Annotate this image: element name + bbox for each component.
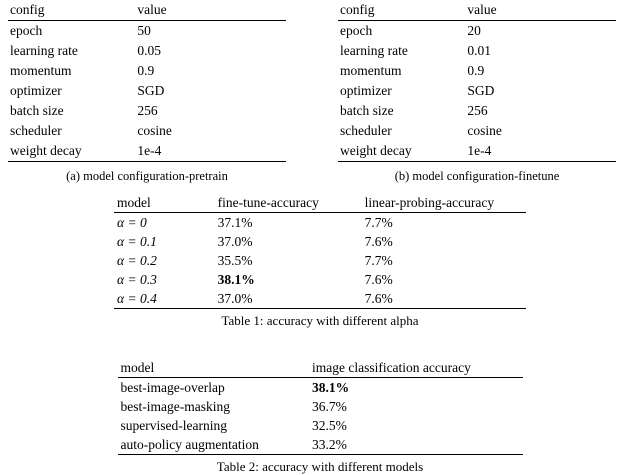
table-header-row [114,193,526,213]
cell-value: 50 [137,23,151,38]
cell-key: weight decay [338,141,467,162]
table-row [338,81,616,101]
cell-model: α = 0.1 [117,233,157,249]
cell-model: α = 0.2 [117,252,157,268]
table-header-row [338,0,616,21]
cell-key: scheduler [10,123,62,138]
config-pretrain-table [8,0,286,162]
cell-key: optimizer [340,83,392,98]
column-header-image-classification-accuracy: image classification accuracy [312,358,523,378]
config-finetune-block [338,0,616,184]
table-row [8,61,286,81]
table-row [8,21,286,42]
cell-accuracy: 33.2% [312,435,523,455]
column-header-model: model [118,358,312,378]
cell-linear-probing-accuracy: 7.6% [365,289,526,309]
cell-value: 256 [137,103,158,118]
cell-model: best-image-masking [120,398,230,414]
alpha-table [114,193,526,309]
cell-value: 1e-4 [137,141,286,162]
column-header-value: value [137,0,286,21]
table-row [8,121,286,141]
cell-fine-tune-accuracy: 37.1% [217,214,253,230]
cell-accuracy: 36.7% [311,398,347,414]
cell-accuracy: 32.5% [311,417,347,433]
subcaption-pretrain: (a) model configuration-pretrain [66,169,228,183]
column-header-linear-probing-accuracy: linear-probing-accuracy [365,193,526,213]
cell-value: 256 [467,103,488,118]
table-row [118,416,523,435]
cell-key: scheduler [340,123,392,138]
cell-key: learning rate [340,43,408,58]
models-table [118,358,523,455]
cell-key: learning rate [10,43,78,58]
table-row [114,289,526,309]
table-row [8,41,286,61]
cell-value: SGD [467,83,495,98]
table-row [338,101,616,121]
cell-value: 0.05 [137,43,161,58]
column-header-model: model [114,193,218,213]
cell-fine-tune-accuracy: 38.1% [217,271,255,287]
cell-value: cosine [137,123,172,138]
table-header-row [118,358,523,378]
config-pretrain-block [8,0,286,184]
table-row [8,81,286,101]
cell-fine-tune-accuracy: 37.0% [217,233,253,249]
models-table-block [0,358,640,475]
caption-table-1: Table 1: accuracy with different alpha [221,313,419,328]
cell-fine-tune-accuracy: 37.0% [218,289,365,309]
cell-value: 0.9 [467,63,485,78]
column-header-config: config [338,0,467,21]
table-row [338,61,616,81]
cell-key: momentum [340,63,402,78]
cell-value: cosine [467,123,502,138]
table-row [338,121,616,141]
cell-key: weight decay [8,141,137,162]
cell-model: supervised-learning [120,417,227,433]
alpha-table-block [0,193,640,329]
cell-value: 0.01 [467,43,491,58]
table-row [118,397,523,416]
cell-model: best-image-overlap [120,379,225,395]
cell-model: auto-policy augmentation [118,435,312,455]
table-row [338,21,616,42]
cell-key: momentum [10,63,72,78]
caption-table-2: Table 2: accuracy with different models [216,459,424,474]
table-row [118,378,523,398]
cell-value: SGD [137,83,165,98]
cell-value: 1e-4 [467,141,616,162]
cell-fine-tune-accuracy: 35.5% [217,252,253,268]
table-row [118,435,523,455]
column-header-value: value [467,0,616,21]
cell-key: epoch [10,23,43,38]
cell-value: 20 [467,23,481,38]
config-finetune-table [338,0,616,162]
cell-key: epoch [340,23,373,38]
cell-key: batch size [10,103,64,118]
table-row [338,41,616,61]
table-row [8,101,286,121]
subcaption-finetune: (b) model configuration-finetune [394,169,560,183]
cell-accuracy: 38.1% [311,379,350,395]
table-row [114,251,526,270]
cell-linear-probing-accuracy: 7.7% [364,214,393,230]
cell-model: α = 0 [117,214,147,230]
table-row [338,141,616,162]
cell-linear-probing-accuracy: 7.6% [364,271,393,287]
cell-model: α = 0.3 [117,271,157,287]
cell-linear-probing-accuracy: 7.6% [364,233,393,249]
table-row [114,213,526,233]
table-header-row [8,0,286,21]
cell-key: batch size [340,103,394,118]
column-header-config: config [8,0,137,21]
table-row [114,270,526,289]
table-row [114,232,526,251]
cell-value: 0.9 [137,63,155,78]
column-header-fine-tune-accuracy: fine-tune-accuracy [218,193,365,213]
cell-model: α = 0.4 [114,289,218,309]
cell-key: optimizer [10,83,62,98]
table-row [8,141,286,162]
cell-linear-probing-accuracy: 7.7% [364,252,393,268]
